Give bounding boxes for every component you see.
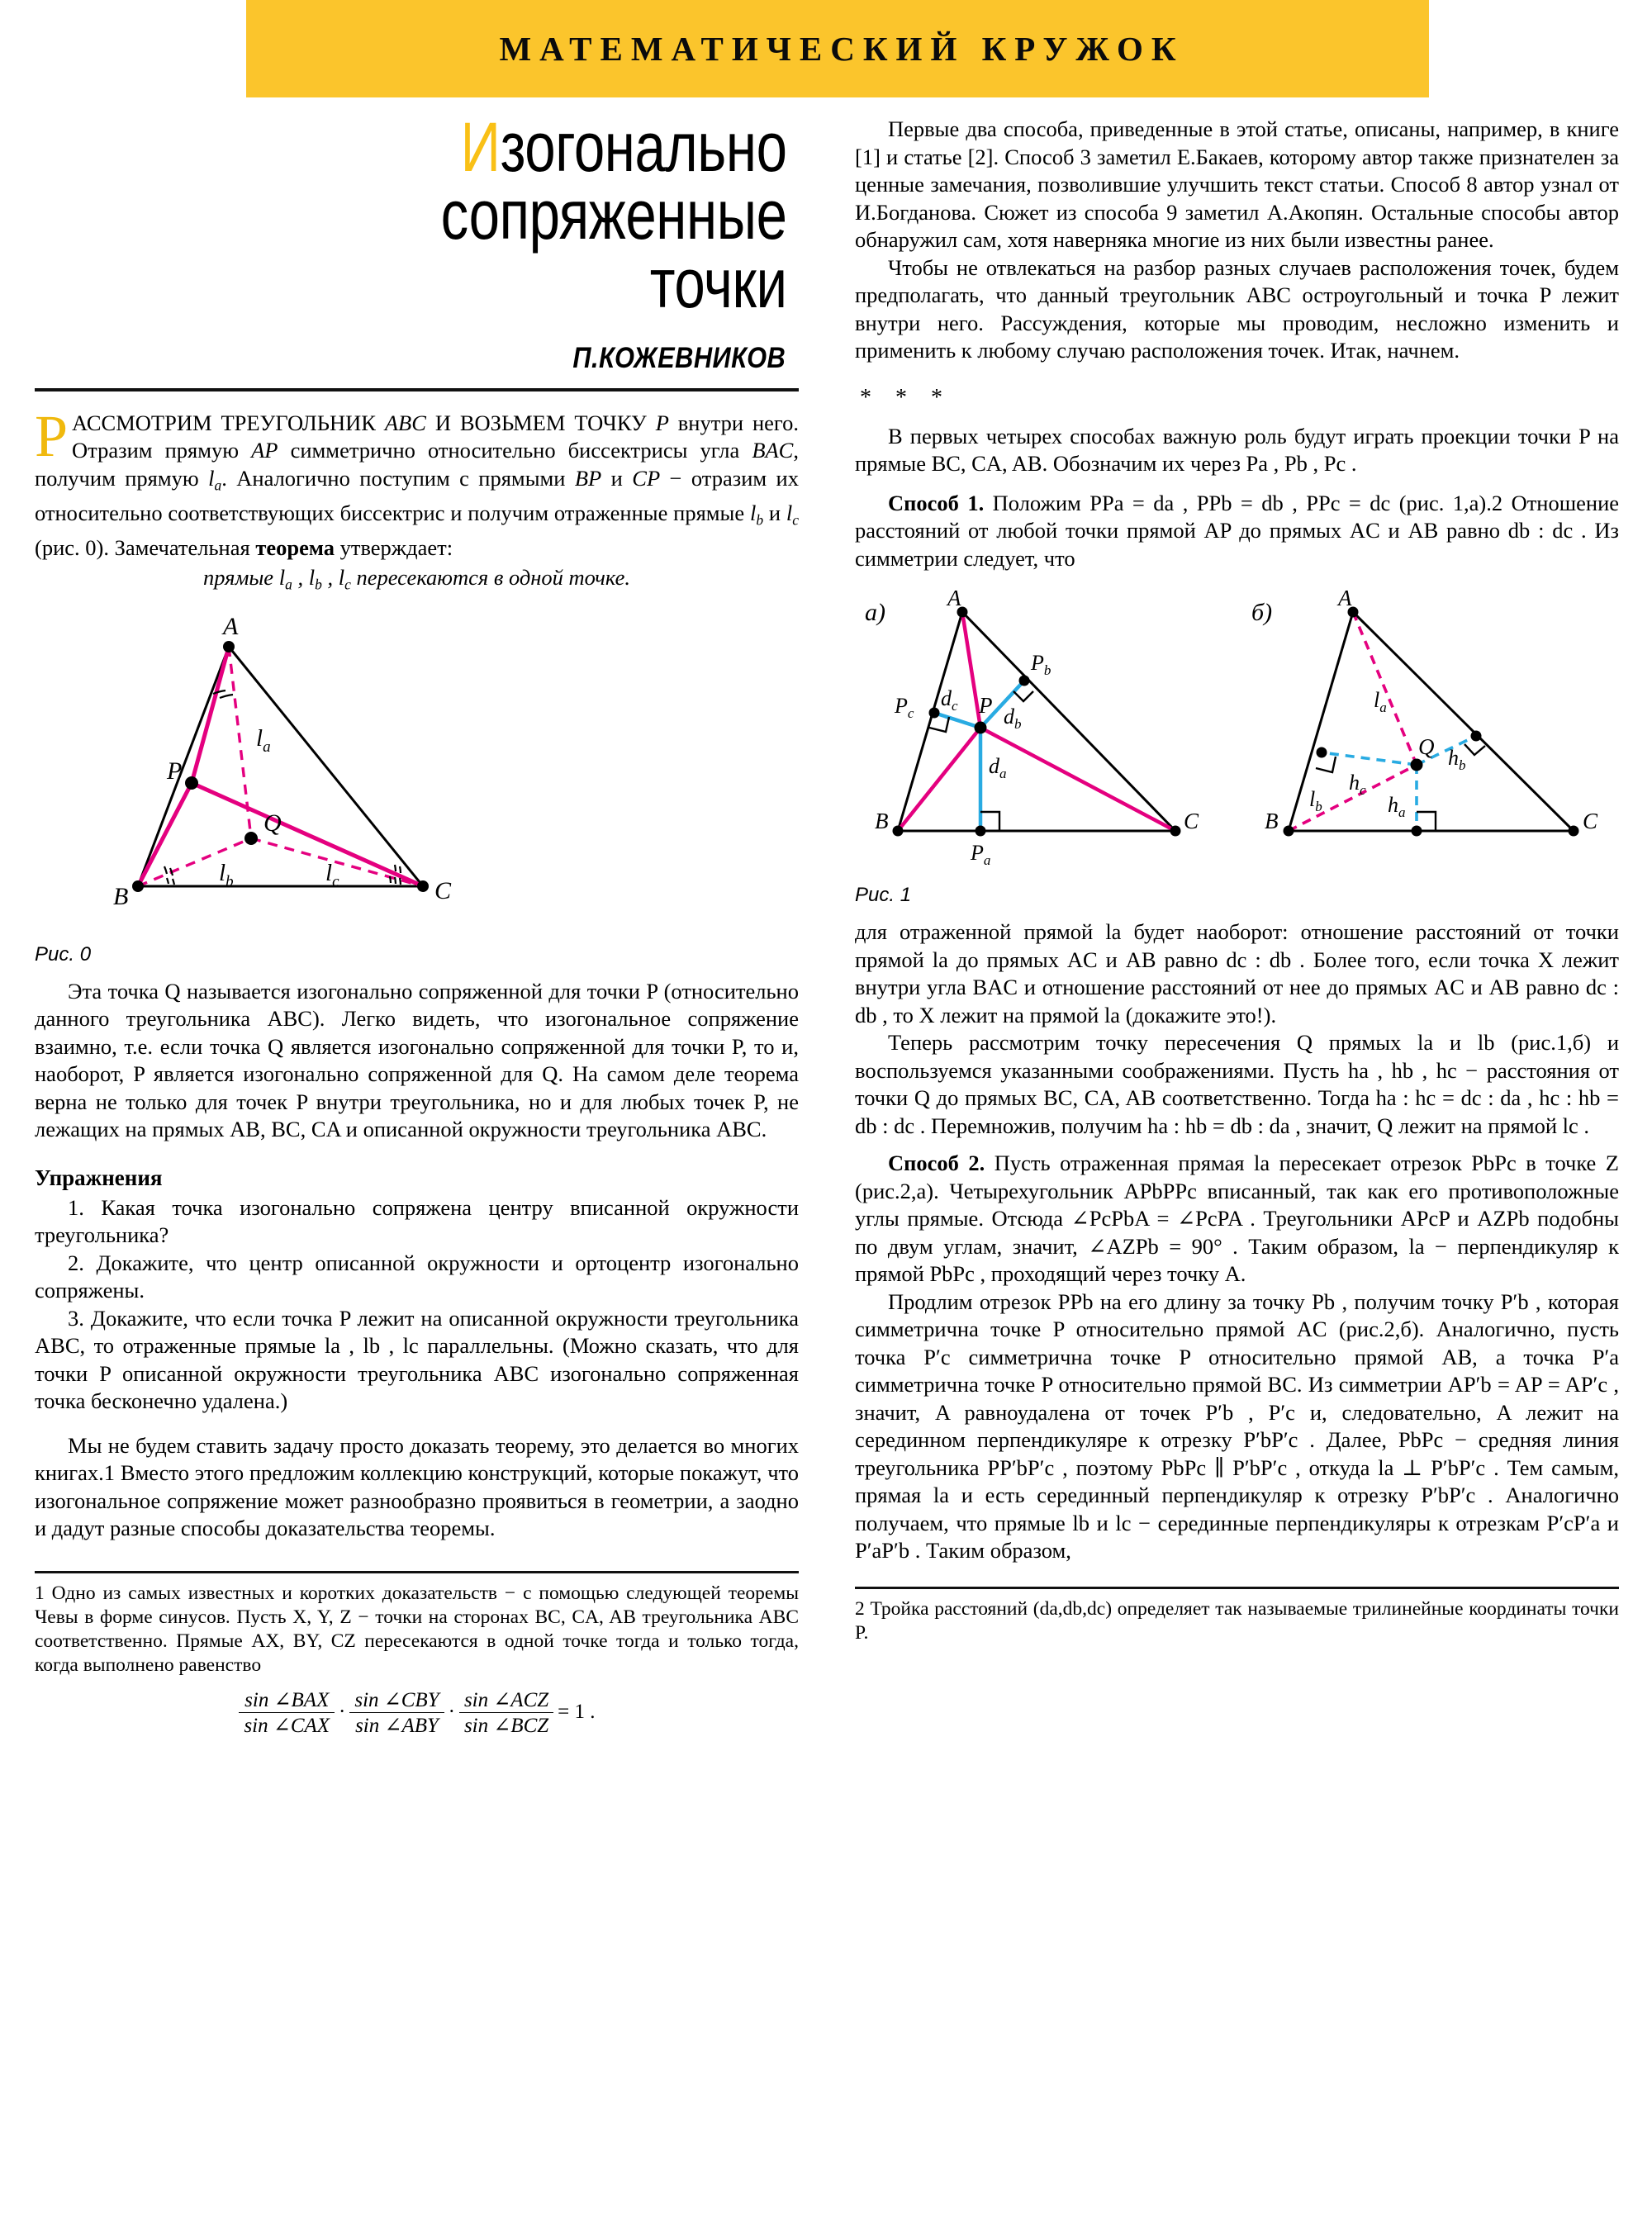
cevian-pc-1a	[980, 728, 1175, 831]
ceva-tail: = 1 .	[558, 1701, 596, 1724]
ceva-fraction-2	[349, 1687, 444, 1738]
label-a-1a: A	[947, 587, 961, 610]
footnote-block-1	[35, 1571, 799, 1738]
cevian-bp-1a	[898, 728, 980, 831]
title-initial: И	[460, 108, 501, 186]
triangle-abc-1b	[1289, 612, 1574, 831]
ceva-fraction-3	[459, 1687, 553, 1738]
lede-teorema: теорема	[255, 535, 335, 561]
ceva-fraction-1	[239, 1687, 335, 1738]
dashed-a-q	[229, 647, 251, 838]
label-la: $l_a$	[256, 724, 271, 756]
point-pc-dot-1a	[929, 708, 940, 719]
label-c: C	[434, 876, 452, 904]
ceva-f1-den: sin ∠CAX	[239, 1712, 335, 1738]
lede-p: P	[655, 410, 669, 435]
right-angle-c-1b	[1316, 757, 1336, 772]
theorem-lc: l	[338, 564, 345, 590]
vertex-b-dot	[132, 880, 144, 892]
right-angle-b-1a	[1014, 691, 1033, 701]
segment-p-c	[192, 783, 423, 886]
label-pc-1a: $P_c$	[895, 694, 914, 721]
angle-mark-c3	[390, 876, 391, 883]
foot-b-dot-1b	[1471, 731, 1482, 742]
label-c-1b: C	[1583, 809, 1598, 833]
lede-ap: AP	[251, 438, 278, 463]
lede-paragraph	[35, 402, 799, 562]
section-separator-stars: * * *	[860, 384, 952, 410]
figure-0-caption: Рис. 0	[35, 942, 92, 966]
right-paragraph-1: Первые два способа, приведенные в этой статье, описаны, например, в книге [1] и статье [2]. Способ 3 заметил Е.Бакаев, которому автор также признателен за ценные замечания, позволившие улучшить текст статьи. Способ 8 автор узнал от И.Богданова. Сюжет из способа 9 заметил А.Акопян. Остальные способы автор обнаружил сам, хотя наверняка многие из них были известны ранее.	[855, 116, 1619, 252]
title-line-2: сопряженные	[440, 176, 787, 254]
figure-1	[855, 587, 1619, 907]
label-lb: $l_b$	[219, 859, 234, 890]
lede-la: l	[208, 465, 215, 491]
triangle-abc-1a	[898, 612, 1175, 831]
label-db-1a: $d_b$	[1004, 705, 1022, 732]
lede-rest-e: и	[601, 465, 633, 491]
left-paragraph-2: Эта точка Q называется изогонально сопряженной для точки P (относительно данного треугольника ABC). Легко видеть, что изогональное сопряжение взаимно, т.е. если точка Q является изогонально сопряженной для точки P, то и, наоборот, P является изогонально сопряженной для Q. На самом деле теорема верна не только для точек P внутри треугольника, но и для любых точек P, не лежащих на прямых AB, BC, CA и описанной окружности треугольника ABC.	[35, 978, 799, 1142]
vertex-a-dot	[223, 641, 235, 652]
figure-1-caption: Рис. 1	[855, 884, 912, 906]
angle-mark-c2	[400, 866, 401, 873]
ceva-dot-2: ·	[448, 1701, 455, 1724]
vertex-c-dot-1b	[1569, 826, 1579, 837]
label-b: B	[113, 882, 129, 910]
lede-rest-i: утверждает:	[334, 535, 453, 561]
ceva-f1-num: sin ∠BAX	[244, 1688, 330, 1711]
ceva-f3-den: sin ∠BCZ	[459, 1712, 553, 1738]
label-hb-1b: $h_b$	[1448, 746, 1466, 773]
figure-1b-group	[1251, 587, 1598, 837]
right-paragraph-2: Чтобы не отвлекаться на разбор разных случаев расположения точек, будем предполагать, что данный треугольник ABC остроугольный и точка P лежит внутри него. Рассуждения, которые мы проводим, несложно изменить и применить к любому случаю расположения точек. Итак, начнем.	[855, 254, 1619, 363]
theorem-la-sub: a	[285, 576, 292, 593]
angle-mark-b1	[164, 866, 167, 874]
right-paragraph-5: Теперь рассмотрим точку пересечения Q прямых la и lb (рис.1,б) и воспользуемся указанными соображениями. Пусть ha , hb , hc − расстояния от точки Q до прямых BC, CA, AB соответственно. Тогда ha : hc = dc : da , hc : hb = db : dc . Перемножив, получим ha : hb = db : da , значит, Q лежит на прямой lc .	[855, 1030, 1619, 1138]
point-p-dot-1a	[975, 722, 987, 734]
label-p-1a: P	[979, 693, 993, 718]
label-pa-1a: $P_a$	[971, 841, 991, 868]
theorem-sep-1: ,	[292, 564, 309, 590]
lede-lb: l	[749, 501, 757, 526]
banner-title: МАТЕМАТИЧЕСКИЙ КРУЖОК	[499, 30, 1184, 68]
point-pa-dot-1a	[976, 826, 986, 837]
label-q: Q	[263, 809, 282, 837]
vertex-c-dot-1a	[1170, 826, 1181, 837]
sposob-1-label: Способ 1.	[888, 490, 985, 515]
foot-a-dot-1b	[1412, 826, 1422, 837]
label-pb-1a: $P_b$	[1031, 651, 1051, 678]
right-paragraph-4: для отраженной прямой la будет наоборот: отношение расстояний от точки прямой la до прямых AC и AB равно dc : db . Более того, если точка X лежит внутри угла BAC и отношение расстояний от нее до прямых AC и AB равно dc : db , то X лежит на прямой la (докажите это!).	[855, 919, 1619, 1027]
segment-b-p	[138, 783, 192, 886]
theorem-text-d: пересекаются в одной точке.	[350, 564, 631, 590]
figure-1a-label: а)	[865, 599, 885, 626]
lede-rest-h: (рис. 0). Замечательная	[35, 535, 256, 561]
sposob-2-label: Способ 2.	[888, 1151, 985, 1175]
sposob-2-text: Пусть отраженная прямая la пересекает отрезок PbPc в точке Z (рис.2,a). Четырехугольник APbPPc вписанный, так как его противоположные углы прямые. Отсюда ∠PcPbA = ∠PcPA . Треугольники APcP и AZPb подобны по двум углам, значит, ∠AZPb = 90° . Таким образом, la − перпендикуляр к прямой PbPc , проходящий через точку A.	[855, 1151, 1619, 1286]
left-paragraph-3: Мы не будем ставить задачу просто доказать теорему, это делается во многих книгах.1 Вместо этого предложим коллекцию конструкций, которые покажут, что изогональное сопряжение может разнообразно проявиться в геометрии, а заодно и дадут разные способы доказательства теоремы.	[35, 1432, 799, 1541]
title-divider	[35, 388, 799, 391]
point-p-dot	[185, 776, 198, 790]
footnote-divider-2	[855, 1587, 1619, 1589]
lede-rest-c: , получим прямую	[35, 438, 799, 491]
footnote-block-2	[855, 1587, 1619, 1645]
ceva-formula	[35, 1687, 799, 1738]
theorem-la: l	[278, 564, 286, 590]
label-a: A	[223, 613, 239, 640]
figure-0-svg	[35, 614, 547, 944]
theorem-sep-2: ,	[321, 564, 339, 590]
figure-1a-group	[865, 587, 1199, 868]
lede-abc: ABC	[384, 410, 426, 435]
label-dc-1a: $d_c$	[941, 686, 958, 714]
vertex-b-dot-1a	[893, 826, 904, 837]
point-pb-dot-1a	[1019, 676, 1030, 686]
ceva-f2-num: sin ∠CBY	[354, 1688, 439, 1711]
label-b-1b: B	[1265, 809, 1279, 833]
dashed-aq-1b	[1353, 612, 1417, 765]
angle-mark-c5	[400, 878, 401, 885]
header-banner	[246, 0, 1429, 97]
lede-smallcaps-2: И ВОЗЬМЕМ ТОЧКУ	[425, 410, 656, 435]
angle-mark-c4	[395, 877, 396, 884]
exercise-2: 2. Докажите, что центр описанной окружности и ортоцентр изогонально сопряжены.	[35, 1250, 799, 1303]
label-hc-1b: $h_c$	[1349, 771, 1366, 798]
title-line-3: точки	[649, 244, 787, 322]
vertex-c-dot	[417, 880, 429, 892]
theorem-lc-sub: c	[344, 576, 351, 593]
dashed-b-q	[138, 838, 251, 886]
exercise-3: 3. Докажите, что если точка P лежит на описанной окружности треугольника ABC, то отраженные прямые la , lb , lc параллельны. (Можно сказать, что для точки P описанной окружности треугольника ABC изогонально сопряженная точка бесконечно удалена.)	[35, 1305, 799, 1414]
lede-rest-d: . Аналогично поступим с прямыми	[221, 465, 575, 491]
figure-0	[35, 614, 799, 966]
lede-bp: BP	[574, 465, 602, 491]
angle-mark-b3	[167, 878, 169, 884]
label-la-1b: $l_a$	[1374, 688, 1387, 715]
label-p: P	[167, 757, 183, 785]
theorem-statement	[35, 564, 799, 599]
label-lc: $l_c$	[325, 859, 339, 890]
title-line-1-rest: зогонально	[500, 108, 787, 186]
article-title	[188, 103, 799, 322]
label-a-1b: A	[1338, 587, 1352, 610]
foot-c-dot-1b	[1317, 747, 1327, 758]
sposob-1-paragraph	[855, 490, 1619, 573]
perp-dc-1a	[934, 713, 980, 728]
angle-mark-b4	[173, 879, 174, 885]
vertex-b-dot-1b	[1284, 826, 1294, 837]
lede-cp: CP	[632, 465, 661, 491]
theorem-lb: l	[308, 564, 316, 590]
figure-1-svg	[855, 587, 1619, 885]
point-q-dot	[244, 832, 258, 845]
point-q-dot-1b	[1411, 759, 1423, 771]
lede-bac: BAC	[752, 438, 794, 463]
left-column	[35, 103, 799, 1738]
angle-mark-c1	[395, 865, 396, 871]
exercises-heading: Упражнения	[35, 1165, 163, 1190]
ceva-f2-den: sin ∠ABY	[349, 1712, 444, 1738]
label-c-1a: C	[1184, 809, 1199, 833]
right-paragraph-3: В первых четырех способах важную роль будут играть проекции точки P на прямые BC, CA, AB. Обозначим их через Pa , Pb , Pc .	[855, 423, 1619, 476]
label-lb-1b: $l_b$	[1309, 787, 1322, 814]
right-angle-b-1b	[1464, 744, 1485, 755]
theorem-text-a: прямые	[202, 564, 279, 590]
right-angle-c-1a	[929, 717, 949, 732]
lede-lc-sub: c	[792, 511, 799, 529]
ceva-dot-1: ·	[339, 1701, 346, 1724]
lede-rest-a: внутри него. Отразим прямую	[72, 410, 799, 463]
right-paragraph-6: Продлим отрезок PPb на его длину за точку Pb , получим точку P′b , которая симметрична точке P относительно прямой AC (рис.2,б). Аналогично, пусть точка P′c симметрична точке P относительно прямой AB, а точка P′a симметрична точке P относительно прямой BC. Из симметрии AP′b = AP = AP′c , значит, A равноудалена от точек P′b , P′c и, следовательно, A лежит на серединном перпендикуляре к отрезку P′bP′c . Далее, PbPc − средняя линия треугольника PP′bP′c , поэтому PbPc ∥ P′bP′c , откуда la ⊥ P′bP′c . Тем самым, прямая la и есть серединный перпендикуляр к отрезку P′bP′c . Аналогично получаем, что прямые lb и lc − серединные перпендикуляры к отрезкам P′cP′a и P′aP′b . Таким образом,	[855, 1288, 1619, 1563]
footnote-2-text: 2 Тройка расстояний (da,db,dc) определяет так называемые трилинейные координаты точки P.	[855, 1597, 1619, 1644]
lede-la-sub: a	[214, 477, 222, 494]
sposob-2-paragraph	[855, 1150, 1619, 1288]
sposob-1-text: Положим PPa = da , PPb = db , PPc = dc (рис. 1,a).2 Отношение расстояний от любой точки прямой AP до прямых AC и AB равно db : dc . Из симметрии следует, что	[855, 490, 1620, 571]
lede-rest-b: симметрично относительно биссектрисы угла	[278, 438, 752, 463]
segment-a-p	[192, 647, 229, 783]
angle-mark-a2	[220, 695, 233, 698]
article-author: П.КОЖЕВНИКОВ	[572, 341, 786, 374]
lede-lc: l	[786, 501, 793, 526]
title-line-1	[188, 108, 787, 186]
lede-lb-sub: b	[756, 511, 764, 529]
label-da-1a: $d_a$	[989, 754, 1007, 781]
label-q-1b: Q	[1418, 734, 1435, 759]
theorem-lb-sub: b	[315, 576, 322, 593]
footnote-divider-1	[35, 1571, 799, 1573]
ceva-f3-num: sin ∠ACZ	[463, 1688, 549, 1711]
right-column	[855, 116, 1619, 1645]
lede-smallcaps-1: АССМОТРИМ ТРЕУГОЛЬНИК	[72, 410, 385, 435]
drop-cap: Р	[35, 402, 69, 469]
footnote-1-text: 1 Одно из самых известных и коротких доказательств − с помощью следующей теоремы Чевы в форме синусов. Пусть X, Y, Z − точки на сторонах BC, CA, AB треугольника ABC соответственно. Прямые AX, BY, CZ пересекаются в одной точке тогда и только тогда, когда выполнено равенство	[35, 1582, 799, 1676]
exercise-1: 1. Какая точка изогонально сопряжена центру вписанной окружности треугольника?	[35, 1194, 799, 1248]
label-b-1a: B	[875, 809, 889, 833]
lede-rest-f: − отразим их относительно соответствующих биссектрис и получим отраженные прямые	[35, 465, 799, 526]
label-ha-1b: $h_a$	[1388, 793, 1406, 820]
figure-1b-label: б)	[1251, 599, 1273, 626]
lede-rest-g: и	[763, 501, 786, 526]
